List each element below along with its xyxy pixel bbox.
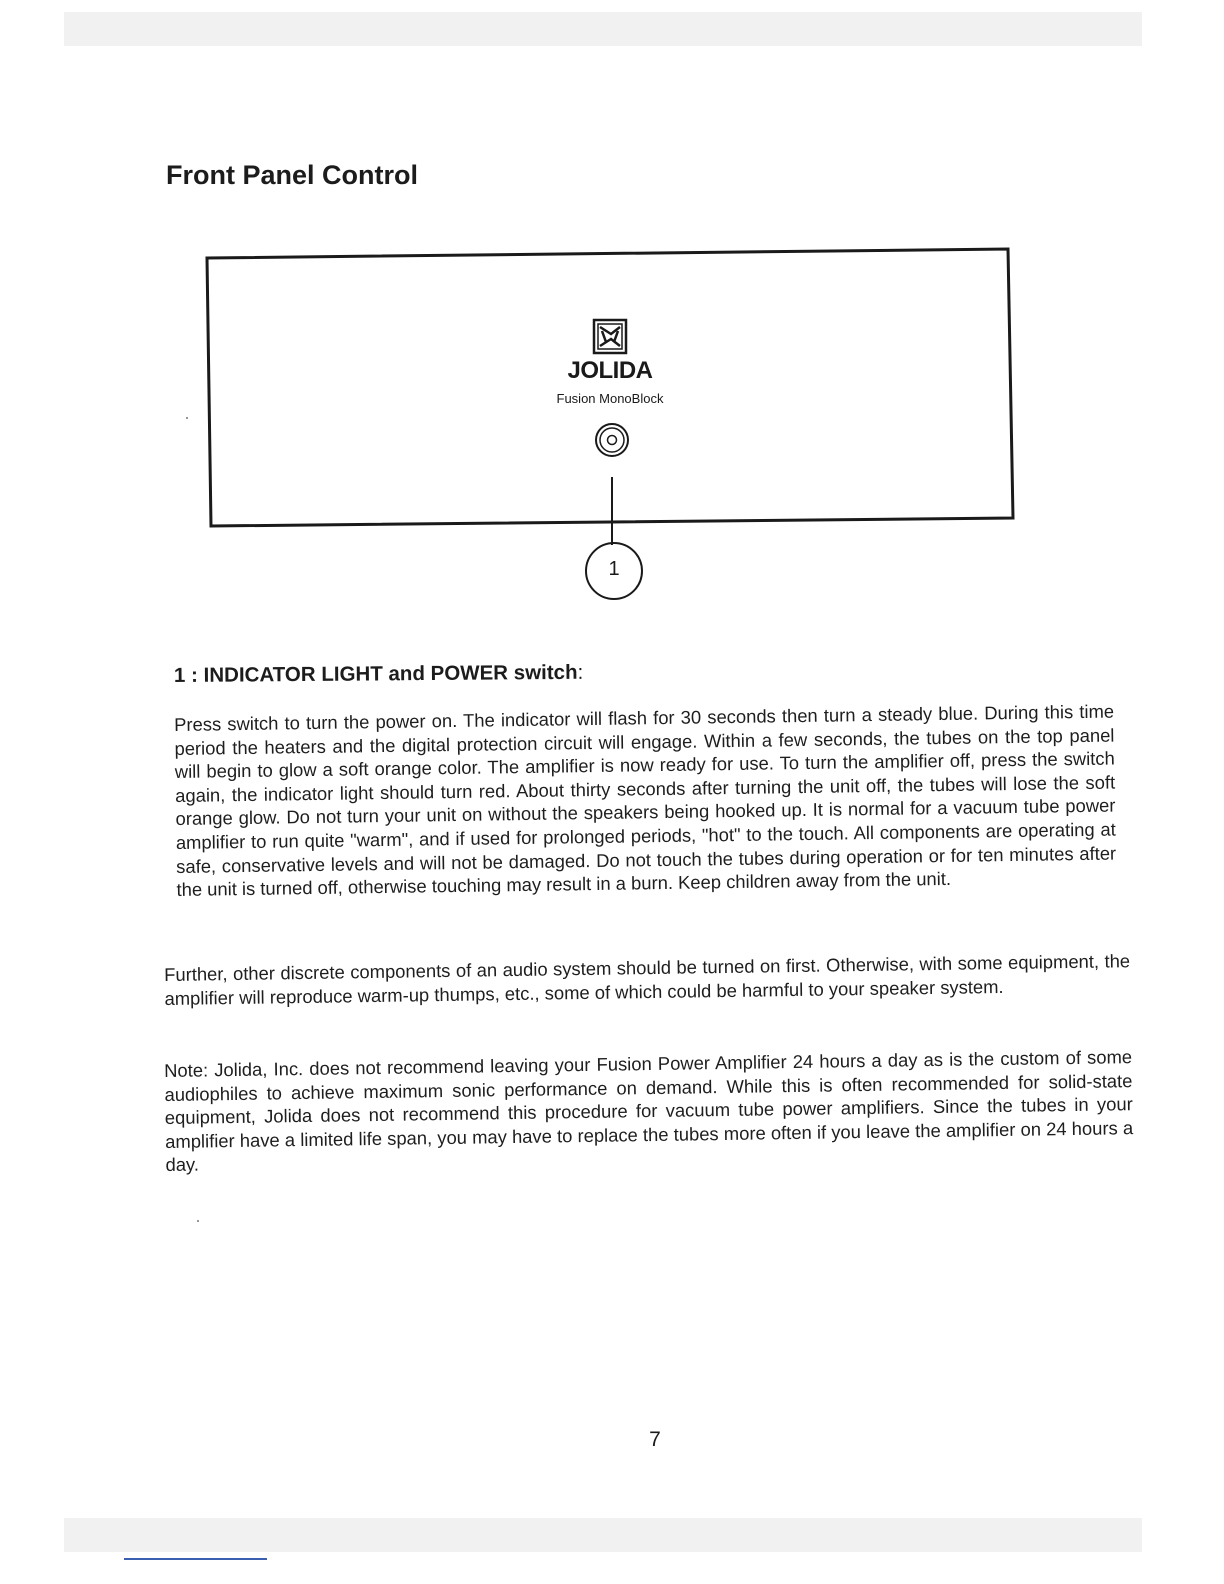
- power-switch-icon: [596, 424, 628, 456]
- amplifier-front-panel: [207, 249, 1013, 526]
- scan-speck: [197, 1220, 199, 1222]
- scan-mark-line: [124, 1558, 267, 1560]
- section-heading: [174, 661, 583, 688]
- body-paragraph-power-operation: Press switch to turn the power on. The indicator will flash for 30 seconds then turn a steady blue. During this time period the heaters and the digital protection circuit will engage. Within a few seconds, the tubes on the top panel will begin to glow a soft orange color. The amplifier is now ready for use. To turn the amplifier off, press the switch again, the indicator light should turn red. About thirty seconds after turning the unit off, the tubes will lose the soft orange glow. Do not turn your unit on without the speakers being hooked up. It is normal for a vacuum tube power amplifier to run quite "warm", and if used for prolonged periods, "hot" to the touch. All components are operating at safe, conservative levels and will not be damaged. Do not touch the tubes during operation or for ten minutes after the unit is turned off, otherwise touching may result in a burn. Keep children away from the unit.: [174, 700, 1117, 901]
- page-number: 7: [649, 1428, 661, 1451]
- brand-wordmark: JOLIDA: [567, 357, 653, 384]
- scan-speck: [186, 417, 188, 419]
- jolida-logo-icon: [594, 320, 626, 353]
- body-paragraph-note: Note: Jolida, Inc. does not recommend leaving your Fusion Power Amplifier 24 hours a day as is the custom of some audiophiles to achieve maximum sonic performance on demand. While this is often recommended for solid-state equipment, Jolida does not recommend this procedure for vacuum tube power amplifiers. Since the tubes in your amplifier have a limited life span, you may have to replace the tubes more often if you leave the amplifier on 24 hours a day.: [164, 1046, 1134, 1176]
- section-heading-suffix: :: [577, 660, 584, 684]
- model-name: Fusion MonoBlock: [556, 391, 664, 406]
- scan-border-bottom: [64, 1518, 1142, 1552]
- page-title: Front Panel Control: [166, 160, 418, 190]
- section-heading-text: 1 : INDICATOR LIGHT and POWER switch: [173, 660, 578, 687]
- body-paragraph-power-up-order: Further, other discrete components of an audio system should be turned on first. Otherwise, with some equipment, the amplifier will reproduce warm-up thumps, etc., some of which could be harmful to your speaker system.: [164, 950, 1131, 1009]
- front-panel-diagram: [0, 0, 1224, 620]
- callout-number: 1: [608, 558, 620, 580]
